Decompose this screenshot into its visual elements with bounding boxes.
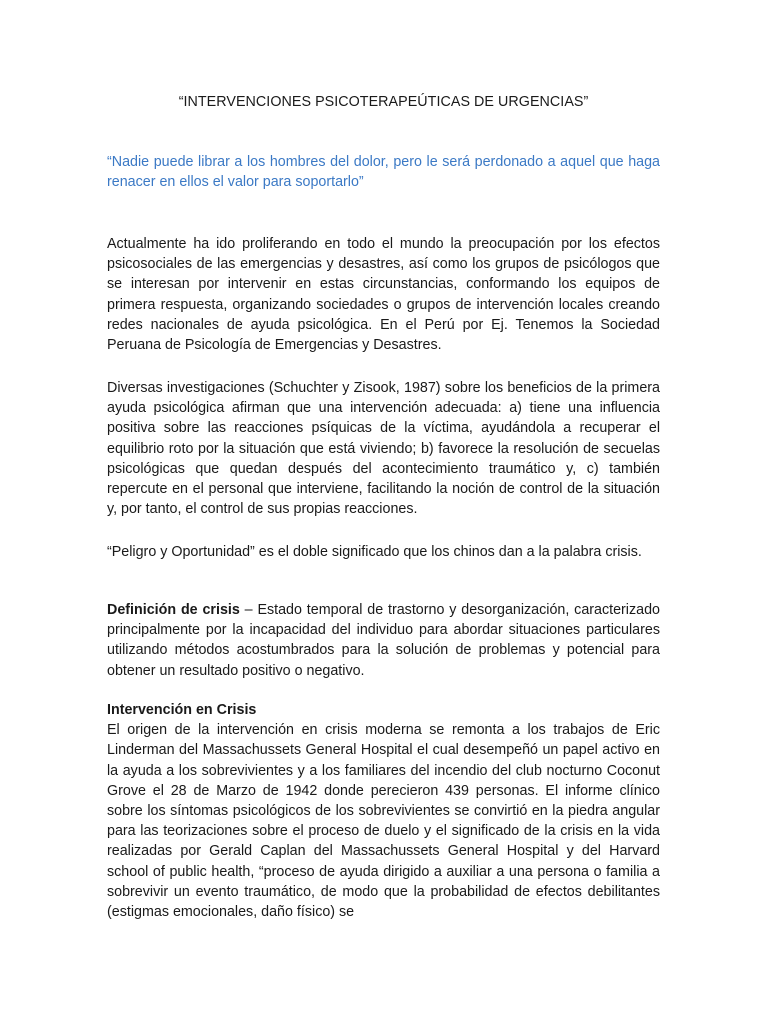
section-body: El origen de la intervención en crisis moderna se remonta a los trabajos de Eric Linderman del Massachussets General Hospital el cual desempeñó un papel activo en la ayuda a los sobrevivientes y a los familiares del incendio del club nocturno Coconut Grove el 28 de Marzo de 1942 donde perecieron 439 personas. El informe clínico sobre los síntomas psicológicos de los sobrevivientes se convirtió en la piedra angular para las teorizaciones sobre el proceso de duelo y el significado de la crisis en la vida realizadas por Gerald Caplan del Massachussets General Hospital y del Harvard school of public health, “proceso de ayuda dirigido a auxiliar a una persona o familia a sobrevivir un evento traumático, de modo que la probabilidad de efectos debilitantes (estigmas emocionales, daño físico) se [107, 722, 660, 921]
crisis-definition-body: – Estado temporal de trastorno y desorganización, caracterizado principalmente por la incapacidad del individuo para abordar situaciones particulares utilizando métodos acostumbrados para la solución de problemas y potencial para obtener un resultado positivo o negativo. [107, 602, 660, 679]
section-crisis-intervention [107, 700, 660, 922]
crisis-definition-term: Definición de crisis [107, 602, 240, 618]
paragraph-research: Diversas investigaciones (Schuchter y Zisook, 1987) sobre los beneficios de la primera ayuda psicológica afirman que una intervención adecuada: a) tiene una influencia positiva sobre las reacciones psíquicas de la víctima, ayudándola a recuperar el equilibrio roto por la situación que está viviendo; b) favorece la resolución de secuelas psicológicas que quedan después del acontecimiento traumático y, c) también repercute en el personal que interviene, facilitando la noción de control de la situación y, por tanto, el control de sus propias reacciones. [107, 380, 660, 518]
section-heading: Intervención en Crisis [107, 702, 257, 718]
paragraph-crisis-definition [107, 600, 660, 681]
epigraph-quote: “Nadie puede librar a los hombres del dolor, pero le será perdonado a aquel que haga renacer en ellos el valor para soportarlo” [107, 154, 660, 190]
paragraph-danger-opportunity: “Peligro y Oportunidad” es el doble significado que los chinos dan a la palabra crisis. [107, 544, 642, 560]
document-title: “INTERVENCIONES PSICOTERAPEÚTICAS DE URGENCIAS” [178, 94, 589, 110]
paragraph-intro: Actualmente ha ido proliferando en todo el mundo la preocupación por los efectos psicosociales de las emergencias y desastres, así como los grupos de psicólogos que se interesan por intervenir en estas circunstancias, conformando los equipos de primera respuesta, organizando sociedades o grupos de intervención locales creando redes nacionales de ayuda psicológica. En el Perú por Ej. Tenemos la Sociedad Peruana de Psicología de Emergencias y Desastres. [107, 236, 660, 354]
